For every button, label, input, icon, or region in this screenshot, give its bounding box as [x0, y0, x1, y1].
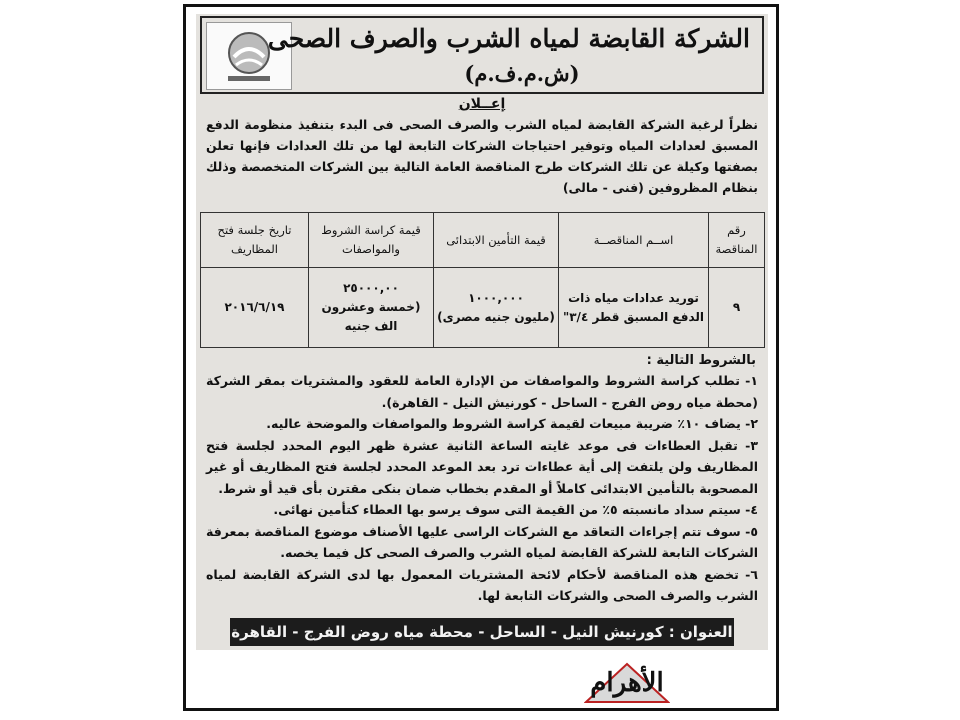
table-row — [201, 268, 765, 348]
header-booklet-value: قيمة كراسة الشروط والمواصفات — [309, 213, 434, 268]
announcement-heading: إعــلان — [458, 96, 506, 112]
address-bar: العنوان : كورنيش النيل - الساحل - محطة مياه روض الفرج - القاهرة — [230, 618, 734, 646]
al-ahram-logo — [584, 662, 670, 704]
cell-insurance — [434, 268, 559, 348]
booklet-value: ٢٥٠٠٠,٠٠ — [343, 281, 399, 295]
newspaper-clipping — [196, 14, 768, 650]
header-tender-number: رقم المناقصة — [709, 213, 765, 268]
list-item: ٥- سوف تتم إجراءات التعاقد مع الشركات الراسى عليها الأصناف موضوع المناقصة بمعرفة الشركات التابعة للشركة القابضة لمياه الشرب والصرف الصحى كل فيما يخصه. — [206, 523, 758, 560]
ad-header — [200, 16, 764, 94]
tender-table — [200, 212, 765, 348]
insurance-words: (مليون جنيه مصرى) — [437, 309, 555, 324]
intro-paragraph: نظراً لرغبة الشركة القابضة لمياه الشرب والصرف الصحى فى البدء بتنفيذ منظومة الدفع المسبق لعدادات المياه وتوفير احتياجات الشركات التابعة لها من تلك العدادات فإنها تعلن بصفتها وكيلة عن تلك الشركات طرح المناقصة العامة التالية بين الشركات المتخصصة وذلك بنظام المظروفين (فنى - مالى) — [206, 117, 758, 195]
booklet-words: (خمسة وعشرون الف جنيه — [321, 300, 421, 333]
conditions-heading: بالشروط التالية : — [646, 353, 756, 368]
cell-tender-number: ٩ — [709, 268, 765, 348]
header-insurance-value: قيمة التأمين الابتدائى — [434, 213, 559, 268]
table-header-row — [201, 213, 765, 268]
company-abbreviation: (ش.م.ف.م) — [464, 61, 580, 86]
header-opening-date: تاريخ جلسة فتح المظاريف — [201, 213, 309, 268]
list-item: ٦- تخضع هذه المناقصة لأحكام لائحة المشتريات المعمول بها لدى الشركة القابضة لمياه الشرب والصرف الصحى والشركات التابعة لها. — [206, 566, 758, 603]
al-ahram-wordmark: الأهرام — [590, 668, 664, 698]
list-item: ٢- يضاف ١٠٪ ضريبة مبيعات لقيمة كراسة الشروط والمواصفات والموضحة عاليه. — [266, 416, 758, 431]
header-tender-name: اســم المناقصــة — [559, 213, 709, 268]
list-item: ٣- تقبل العطاءات فى موعد غايته الساعة الثانية عشرة ظهر اليوم المحدد لجلسة فتح المظاريف ولن يلتفت إلى أية عطاءات ترد بعد الموعد المحدد لجلسة فتح المظاريف أو غير المصحوبة بالتأمين الابتدائى كاملاً أو المقدم بخطاب ضمان بنكى مقترن بأى قيد أو شرط. — [206, 437, 758, 496]
company-title: الشركة القابضة لمياه الشرب والصرف الصحى — [267, 24, 750, 53]
list-item: ١- تطلب كراسة الشروط والمواصفات من الإدارة العامة للعقود والمشتريات بمقر الشركة (محطة مياه روض الفرج - الساحل - كورنيش النيل - القاهرة). — [206, 373, 758, 410]
insurance-value: ١٠٠٠,٠٠٠ — [468, 290, 524, 305]
conditions-list — [206, 370, 758, 607]
cell-tender-name: توريد عدادات مياه ذات الدفع المسبق قطر ٣/٤" — [559, 268, 709, 348]
cell-opening-date: ٢٠١٦/٦/١٩ — [201, 268, 309, 348]
cell-booklet — [309, 268, 434, 348]
list-item: ٤- سيتم سداد مانسبته ٥٪ من القيمة التى سوف يرسو بها العطاء كتأمين نهائى. — [273, 502, 758, 517]
